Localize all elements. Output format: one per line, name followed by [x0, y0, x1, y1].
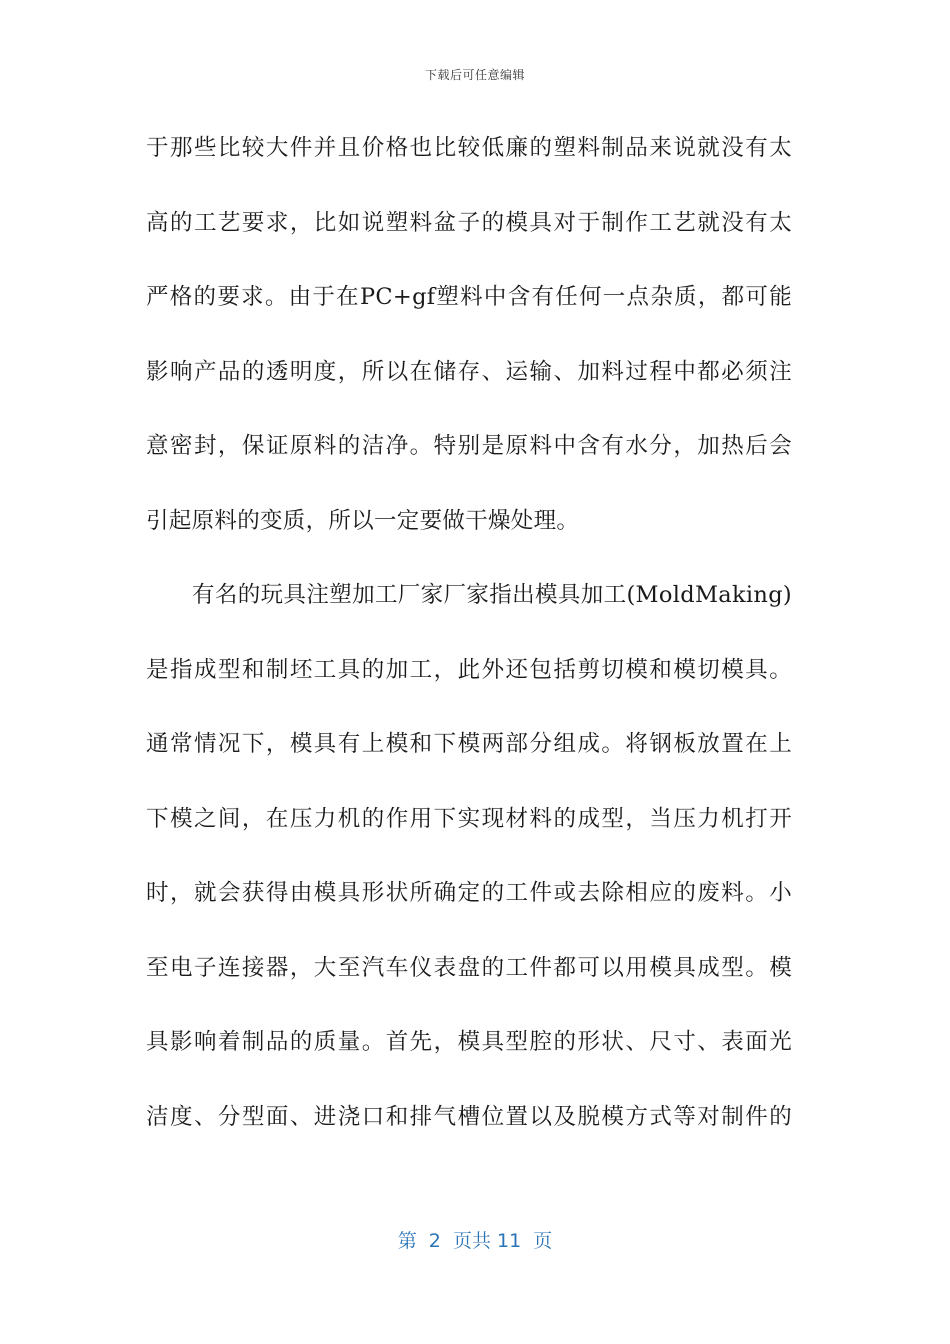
text-line: 是指成型和制坯工具的加工，此外还包括剪切模和模切模具。	[146, 656, 792, 683]
page-header: 下载后可任意编辑	[424, 68, 525, 82]
page-number-label: 第 2 页共 11 页	[397, 1230, 553, 1252]
paragraph	[146, 128, 792, 575]
text-line: 具影响着制品的质量。首先，模具型腔的形状、尺寸、表面光	[146, 1029, 792, 1055]
text-line: 引起原料的变质，所以一定要做干燥处理。	[146, 507, 580, 534]
text-line: 时，就会获得由模具形状所确定的工件或去除相应的废料。小	[146, 880, 792, 906]
text-line: 有名的玩具注塑加工厂家厂家指出模具加工(MoldMaking)	[192, 582, 792, 608]
page-footer	[0, 1226, 950, 1253]
text-line: 下模之间，在压力机的作用下实现材料的成型，当压力机打开	[146, 805, 792, 832]
paragraph	[146, 575, 792, 1171]
text-line: 于那些比较大件并且价格也比较低廉的塑料制品来说就没有太	[146, 135, 792, 161]
text-line: 洁度、分型面、进浇口和排气槽位置以及脱模方式等对制件的	[146, 1103, 792, 1130]
text-line: 通常情况下，模具有上模和下模两部分组成。将钢板放置在上	[146, 731, 792, 757]
text-line: 高的工艺要求，比如说塑料盆子的模具对于制作工艺就没有太	[146, 209, 792, 236]
text-line: 影响产品的透明度，所以在储存、运输、加料过程中都必须注	[146, 358, 792, 385]
text-line: 严格的要求。由于在PC+gf塑料中含有任何一点杂质，都可能	[146, 284, 792, 310]
text-line: 至电子连接器，大至汽车仪表盘的工件都可以用模具成型。模	[146, 954, 792, 981]
text-line: 意密封，保证原料的洁净。特别是原料中含有水分，加热后会	[146, 433, 792, 459]
document-body	[146, 128, 792, 1171]
